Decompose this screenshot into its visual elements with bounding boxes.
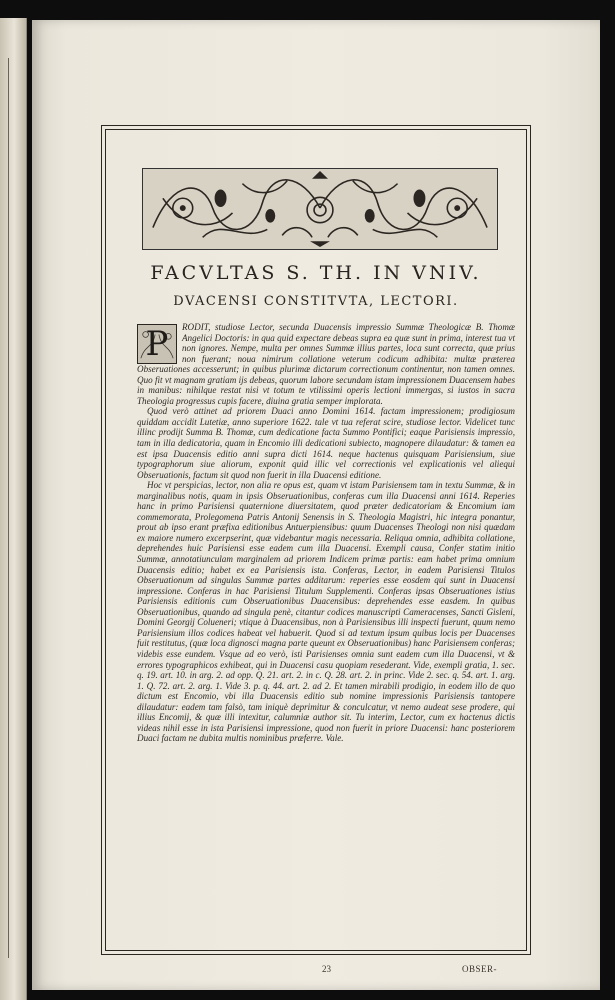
- decorated-initial: [137, 324, 177, 364]
- facing-page-edge: [0, 18, 27, 1000]
- paragraph-2: Quod verò attinet ad priorem Duaci anno Domini 1614. factam impressionem; prodigiosum quiddam accidit Lutetiæ, anno superiore 1622. tale vt tua referat scire, studiose lector. Videlicet tunc illinc prodijt Summa B. Thomæ, cum dedicatione facta Summo Pontifici; eaque Parisiensis impressio, tam in illa dedicatoria, quam in Encomio illi dedicationi subiecto, magnopere dilaudatur: & tamen ea est ipsa Duacensis editio anni supra dicti 1614. neque hactenus quisquam Parisiensium, siue typographorum siue aliorum, exponit quid illic vel correctionis vel explicationis vel aliequi Obseruationis, factum sit quod non fuerit in illa Duacensi editione.: [137, 406, 515, 480]
- heading-line-1: FACVLTAS S. TH. IN VNIV.: [150, 262, 482, 284]
- page-footer: [32, 964, 600, 978]
- page-number: 23: [322, 964, 331, 974]
- paragraph-3: Hoc vt perspicias, lector, non alia re opus est, quam vt istam Parisiensem tam in textu Summæ, & in marginalibus notis, quam in ipsis Obseruationibus, conferas cum illa Duacensi anni 1614. Reperies hanc in primo Parisiensi quaternione diuersitatem, quod præter dedicatoriam & Encomium iam commemorata, Prolegomena Patris Antonij Senensis in S. Theologia Magistri, hic integra ponantur, prout ab ipso erant præfixa editionibus Antuerpiensibus: quum Duacenses Theologi non nisi quædam ex maiore numero excerpserint, quæ videbantur magis necessaria. Reliqua omnia, adhibita collatione, deprehendes huic Parisiensi esse eadem cum illa Duacensi. Exempli causa, Confer statim initio Summæ, annotatiunculam marginalem ad priorem Indicem primæ partis: eam habet prima omnium Duacensis editio; habet ex ea Parisiensis ista. Conferas, Lector, in eadem Parisiensi Titulos Obseruationum ad singulas Summæ partes additarum: reperies esse eosdem qui sunt in Duacensi impressione. Conferas in hac Parisiensi Titulum Supplementi. Conferas ipsas Obseruationes istius Parisiensis editionis cum Obseruationibus Duacensibus: deprehendes esse easdem. In quibus Obseruationibus, quando ad singula penè, citantur codices manuscripti Cameracenses, Sancti Gisleni, Domini Georgij Colueneri; vtique à Duacensibus, non à Parisiensibus illi inspecti fuerunt, quum nemo Parisiensium illos codices habeat vel habuerit. Quod si ad textum ipsum quibus locis per Duacenses fuit restitutus, (quæ loca dignosci magna parte queunt ex Obseruationibus) hanc Parisiensem conferas; videbis esse eundem. Vsque ad eo verò, isti Parisienses omnia sunt eadem cum illa Duacensi, vt & errores typographicos exhibeat, qui in Duacensi casu quopiam resederant. Vide, exempli gratia, 1. sec. q. 19. art. 10. in arg. 2. ad opp. Q. 21. art. 2. in c. Q. 28. art. 2. in princ. Vide 2. sec. q. 54. art. 1. arg. 1. Q. 72. art. 2. arg. 1. Vide 3. p. q. 44. art. 2. ad 2. Et tamen mirabili prodigio, in eodem illo de quo dictum est Encomio, vbi illa Duacensis editio sub nomine impressionis Parisiensis tantopere dilaudatur: eadem tam falsò, tam iniquè deprimitur & conculcatur, vt nemo audeat sese prodere, qui illius Encomij, & quæ illi intexitur, calumniæ author sit. Tu interim, Lector, cum ex hactenus dictis videas nihil esse in ista Parisiensi impressione, quod non fuerit in priore Duacensi: hanc posteriorem Duaci factam ne dubita multis nominibus præferre. Vale.: [137, 480, 515, 744]
- catchword: OBSER-: [462, 964, 498, 974]
- paragraph-1: RODIT, studiose Lector, secunda Duacensis impressio Summæ Theologicæ B. Thomæ Angelici Doctoris: in qua quid expectare debeas supra ea quæ sunt in prima, interest tua vt non ignores. Nempe, multa per omnes Summæ illius partes, loca sunt correcta, quæ prius non fuerant; noua nimirum collatione veterum codicum adhibita: multæ præterea Obseruationes accesserunt; in quibus plurimæ dictarum correctionum continentur, non tamen omnes. Quo fit vt magnam gratiam ijs debeas, quorum labore secundam istam impressionem Duacensem habes in manibus: nihilque restat nisi vt totum te vtilissimi operis lectioni immergas, si iustos in sacra Theologia progressus cupis facere, diuina gratia semper implorata.: [137, 322, 515, 406]
- book-page: [32, 20, 600, 990]
- headpiece-ornament-graphic: [143, 169, 497, 249]
- decorated-initial-letter: P: [145, 324, 169, 364]
- body-text: [137, 322, 515, 744]
- heading-line-2: DVACENSI CONSTITVTA, LECTORI.: [173, 294, 459, 309]
- facing-page-rule: [8, 58, 9, 958]
- headpiece-ornament: [142, 168, 498, 250]
